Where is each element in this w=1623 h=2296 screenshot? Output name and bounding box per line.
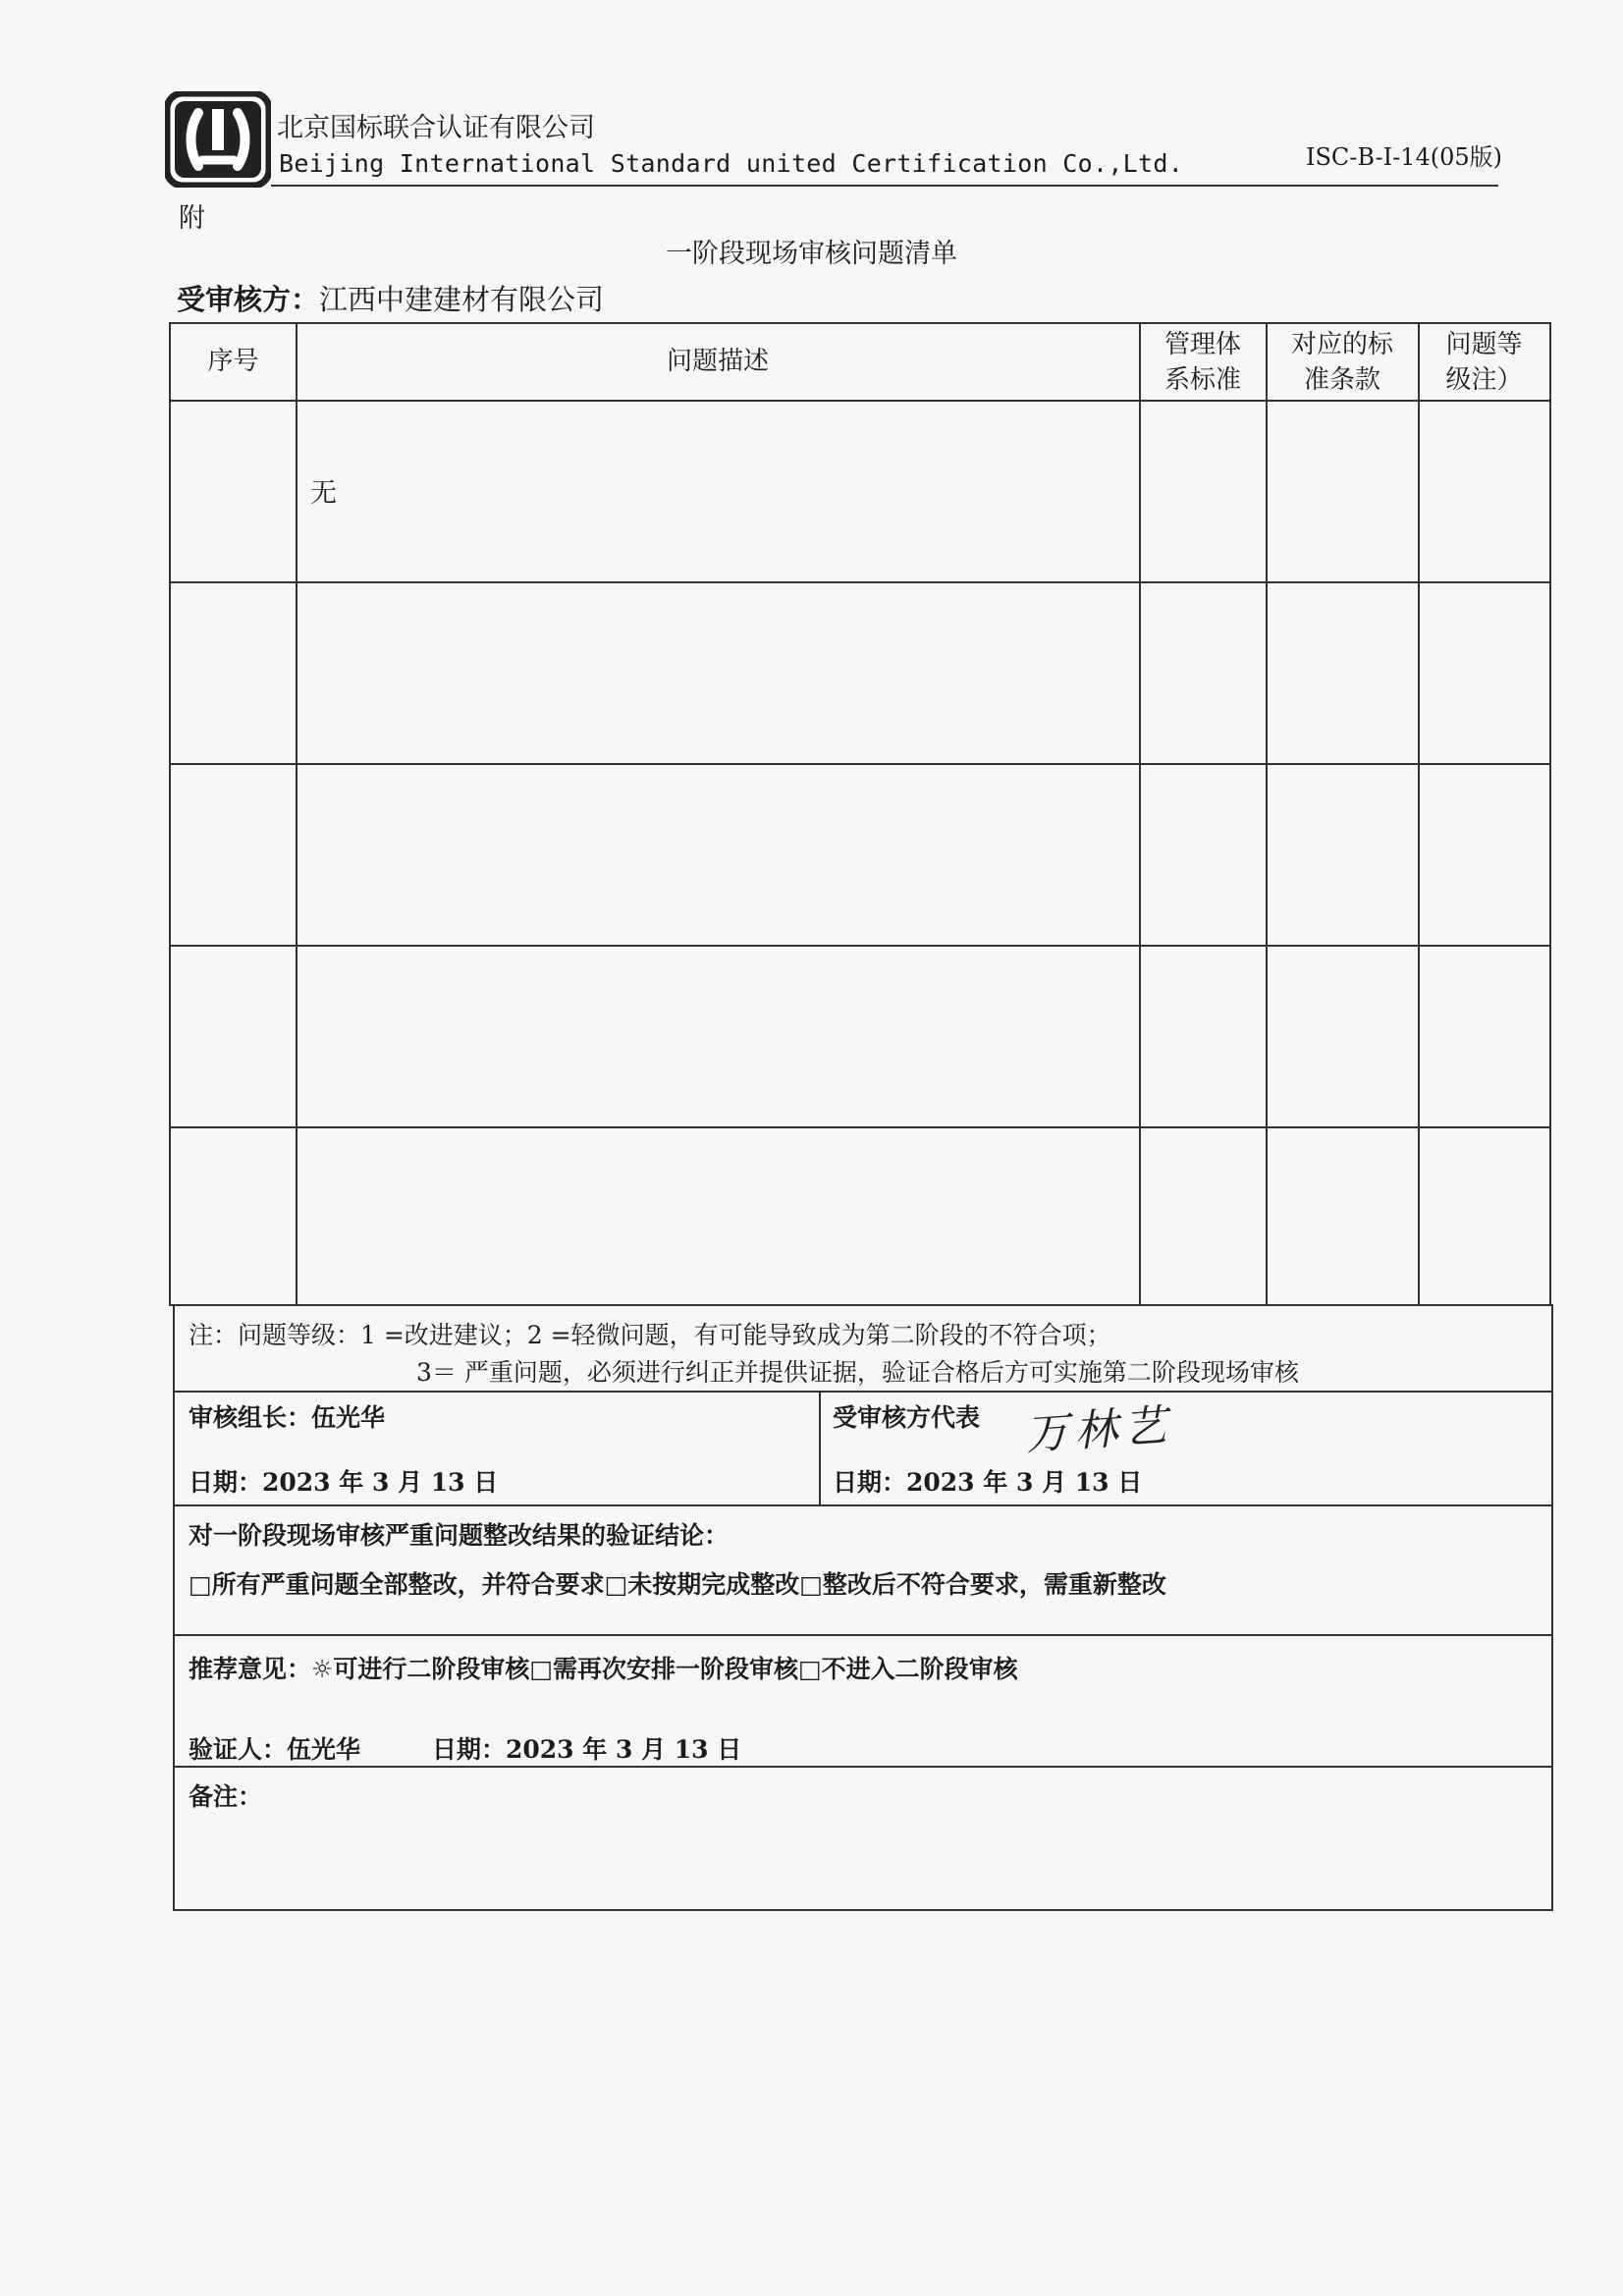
header-level	[1419, 327, 1549, 398]
company-name-en: Beijing International Standard united Certification Co.,Ltd.	[279, 149, 1184, 178]
header-level-line1: 问题等	[1445, 330, 1523, 359]
form-vline	[819, 1391, 821, 1504]
auditee-value: 江西中建建材有限公司	[319, 283, 605, 316]
auditee-label: 受审核方：	[177, 283, 320, 316]
header-standard	[1140, 327, 1266, 398]
verifier-date: 日期：2023 年 3 月 13 日	[432, 1735, 742, 1764]
table-vline	[1266, 324, 1268, 1304]
document-code: ISC-B-I-14(05版)	[1306, 143, 1502, 171]
page-title: 一阶段现场审核问题清单	[666, 239, 957, 269]
row-1-desc: 无	[310, 478, 337, 509]
form-rule	[175, 1504, 1551, 1506]
table-row-rule	[171, 1126, 1549, 1128]
auditee-line	[177, 278, 604, 318]
header-clause	[1267, 327, 1418, 398]
verification-title: 对一阶段现场审核严重问题整改结果的验证结论：	[189, 1521, 730, 1550]
rep-signature: 万林艺	[1023, 1399, 1174, 1461]
verification-options: □所有严重问题全部整改，并符合要求□未按期完成整改□整改后不符合要求，需重新整改	[189, 1570, 1166, 1599]
header-clause-line2: 准条款	[1303, 365, 1380, 395]
form-lower	[173, 1304, 1553, 1911]
rep-date: 日期：2023 年 3 月 13 日	[833, 1468, 1143, 1497]
header-clause-line1: 对应的标	[1290, 330, 1393, 359]
form-rule	[175, 1391, 1551, 1393]
note-line-1: 注：问题等级：1 =改进建议；2 =轻微问题，有可能导致成为第二阶段的不符合项；	[189, 1321, 1111, 1349]
header-standard-line1: 管理体	[1163, 330, 1241, 359]
table-vline	[1139, 324, 1141, 1304]
table-row-rule	[171, 763, 1549, 765]
table-row-rule	[171, 581, 1549, 583]
note-line-2: 3＝ 严重问题，必须进行纠正并提供证据，验证合格后方可实施第二阶段现场审核	[416, 1358, 1299, 1387]
header-desc-label: 问题描述	[666, 347, 769, 376]
table-row-rule	[171, 945, 1549, 947]
problem-table	[169, 322, 1551, 1306]
verifier-name: 验证人：伍光华	[189, 1735, 361, 1764]
remarks-label: 备注：	[189, 1782, 263, 1811]
table-vline	[296, 324, 298, 1304]
header-seq	[171, 344, 296, 379]
header-rule	[271, 185, 1498, 187]
leader-date: 日期：2023 年 3 月 13 日	[189, 1468, 499, 1497]
rep-label: 受审核方代表	[833, 1403, 981, 1432]
header-level-line2: 级注）	[1445, 365, 1523, 395]
company-name-cn: 北京国标联合认证有限公司	[277, 113, 595, 143]
form-rule	[175, 1766, 1551, 1768]
table-header-rule	[171, 400, 1549, 402]
header-standard-line2: 系标准	[1163, 365, 1241, 395]
company-logo	[165, 91, 271, 188]
header-seq-label: 序号	[207, 347, 259, 376]
attachment-mark: 附	[179, 203, 205, 234]
form-rule	[175, 1634, 1551, 1636]
header-desc	[297, 344, 1139, 379]
table-vline	[1418, 324, 1420, 1304]
leader-label: 审核组长：伍光华	[189, 1403, 386, 1432]
recommendation-text: 推荐意见：☼可进行二阶段审核□需再次安排一阶段审核□不进入二阶段审核	[189, 1655, 1018, 1683]
